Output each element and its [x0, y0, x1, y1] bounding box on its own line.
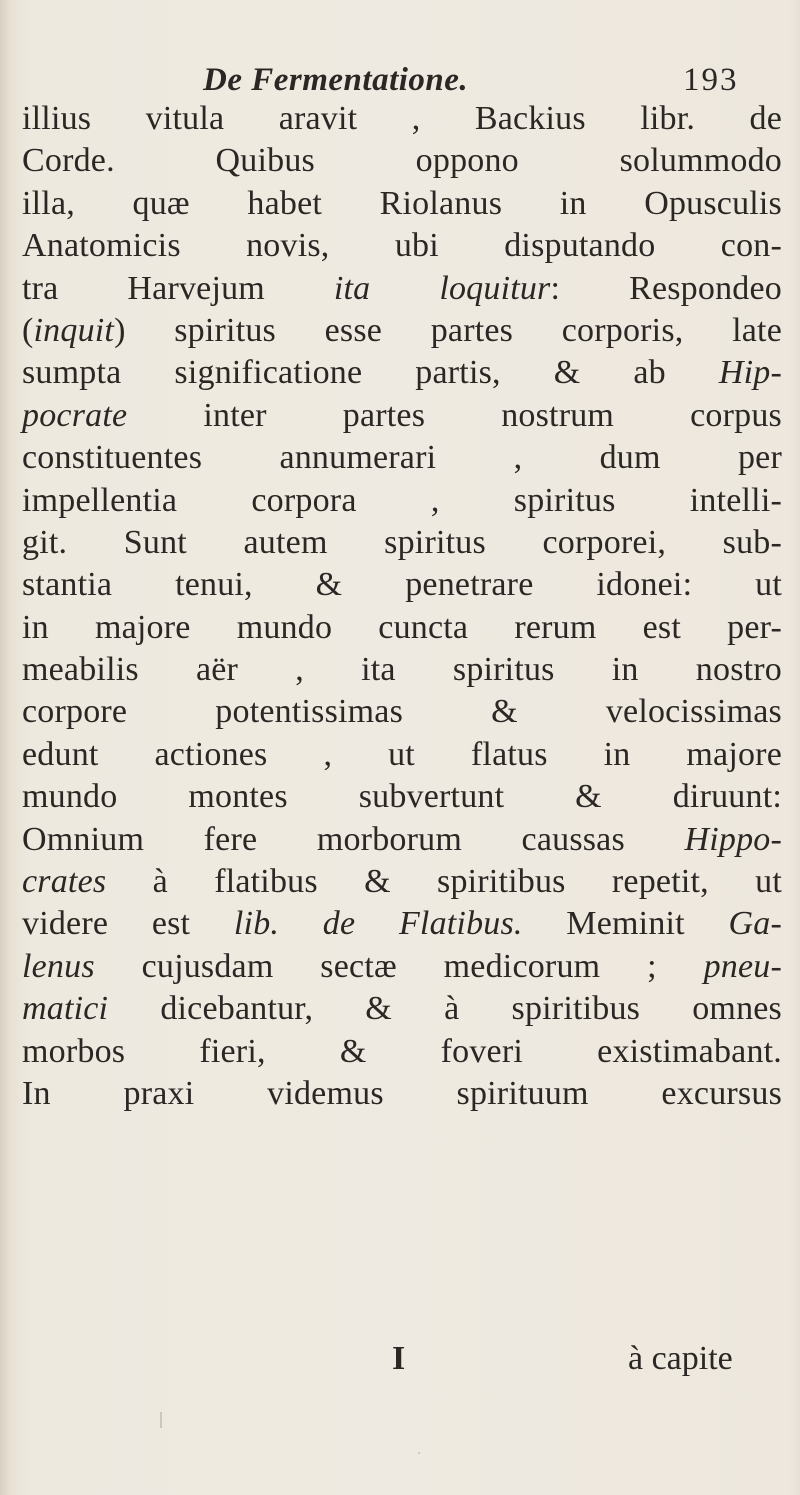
paper-fleck [418, 1452, 420, 1454]
text-line [22, 395, 782, 437]
italic-text: pocrate [22, 396, 128, 434]
text-line [22, 903, 782, 945]
italic-text: Ga- [728, 905, 782, 943]
italic-text: lib. de Flatibus. [233, 905, 523, 943]
text-line [22, 437, 782, 479]
text-segment: : Respondeo [550, 269, 782, 307]
text-line [22, 98, 782, 140]
text-segment: In praxi videmus spirituum excursus [22, 1074, 782, 1112]
italic-text: matici [22, 990, 109, 1028]
text-segment: ) spiritus esse partes corporis, late [114, 311, 782, 349]
text-segment: inter partes nostrum corpus [127, 396, 782, 434]
text-line [22, 734, 782, 776]
text-segment: in majore mundo cuncta rerum est per- [22, 608, 782, 646]
text-segment: illius vitula aravit , Backius libr. de [22, 100, 782, 137]
text-line [22, 225, 782, 267]
text-segment: illa, quæ habet Riolanus in Opusculis [22, 184, 782, 222]
text-line [22, 861, 782, 903]
text-line [22, 352, 782, 394]
text-segment: Corde. Quibus oppono solummodo [22, 142, 782, 180]
text-segment: Anatomicis novis, ubi disputando con- [22, 227, 782, 265]
text-segment: sumpta significatione partis, & ab [22, 354, 719, 392]
text-segment: Omnium fere morborum caussas [22, 820, 685, 858]
text-segment: mundo montes subvertunt & diruunt: [22, 778, 782, 816]
text-line [22, 946, 782, 988]
italic-text: inquit [33, 311, 115, 349]
text-line [22, 480, 782, 522]
text-segment: Meminit [522, 905, 729, 943]
text-segment: meabilis aër , ita spiritus in nostro [22, 651, 782, 689]
italic-text: pneu- [703, 947, 782, 985]
italic-text: lenus [22, 947, 95, 985]
text-line [22, 140, 782, 182]
text-segment: videre est [22, 905, 234, 943]
catchline [0, 1340, 800, 1384]
text-segment: constituentes annumerari , dum per [22, 439, 782, 477]
text-line [22, 649, 782, 691]
gutter-shadow [0, 0, 10, 1495]
text-line [22, 1073, 782, 1115]
italic-text: Hippo- [684, 820, 782, 858]
text-segment: stantia tenui, & penetrare idonei: ut [22, 566, 782, 604]
running-head [0, 62, 800, 102]
text-line [22, 988, 782, 1030]
text-segment: dicebantur, & à spiritibus omnes [108, 990, 782, 1028]
text-segment: à flatibus & spiritibus repetit, ut [106, 863, 782, 901]
text-line [22, 268, 782, 310]
text-line [22, 776, 782, 818]
text-line [22, 522, 782, 564]
text-line [22, 310, 782, 352]
text-line [22, 183, 782, 225]
text-segment: ( [22, 311, 34, 349]
text-line [22, 691, 782, 733]
text-segment: corpore potentissimas & velocissimas [22, 693, 782, 731]
text-segment: edunt actiones , ut flatus in majore [22, 735, 782, 773]
text-segment: tra Harvejum [22, 269, 334, 307]
text-line [22, 819, 782, 861]
italic-text: Hip- [718, 354, 782, 392]
italic-text: crates [22, 863, 107, 901]
italic-text: ita loquitur [333, 269, 551, 307]
body-text [22, 98, 782, 1115]
text-segment: git. Sunt autem spiritus corporei, sub- [22, 523, 782, 561]
catchword: à capite [628, 1340, 733, 1377]
text-segment: morbos fieri, & foveri existimabant. [22, 1032, 782, 1070]
text-line [22, 564, 782, 606]
text-line [22, 1031, 782, 1073]
signature-mark: I [392, 1340, 406, 1377]
paper-fleck [160, 1412, 162, 1428]
running-title: De Fermentatione. [203, 62, 469, 98]
text-line [22, 607, 782, 649]
page-number: 193 [683, 62, 739, 98]
text-segment: impellentia corpora , spiritus intelli- [22, 481, 782, 519]
text-segment: cujusdam sectæ medicorum ; [94, 947, 704, 985]
